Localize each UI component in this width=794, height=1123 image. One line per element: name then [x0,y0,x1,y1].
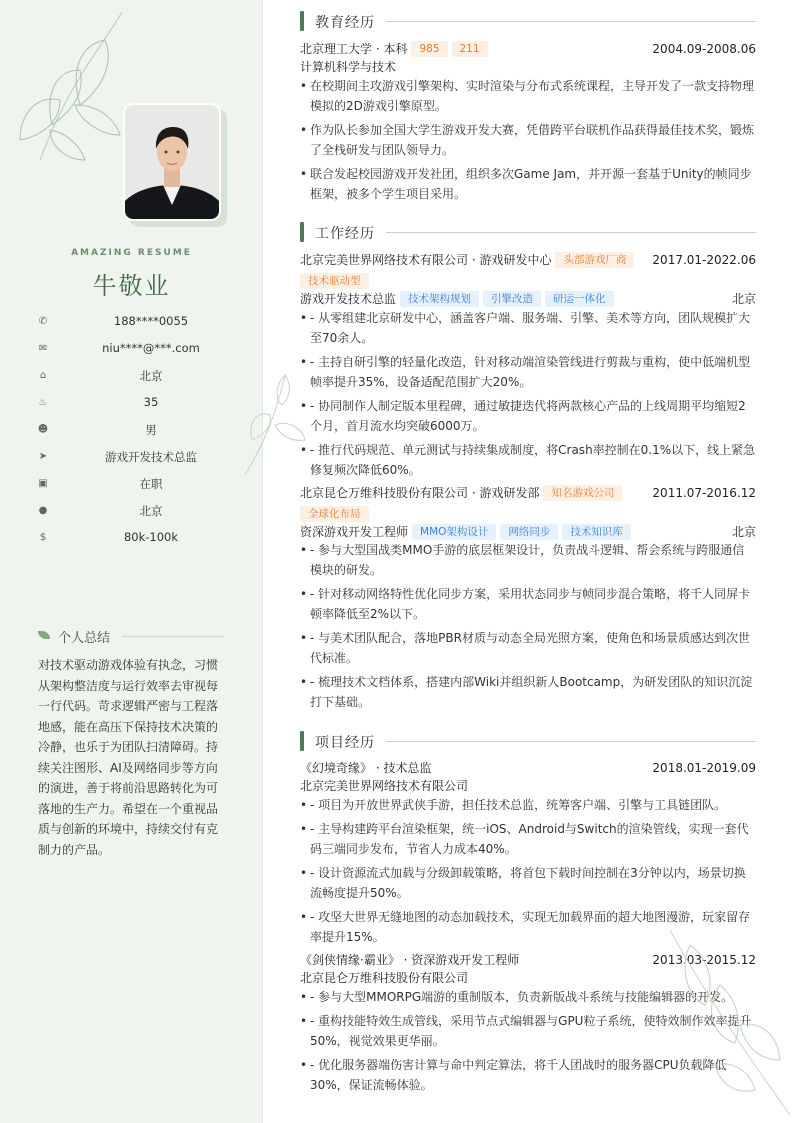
bullet-item [300,396,756,436]
work-section-heading [300,222,756,242]
section-title: 教育经历 [315,15,375,31]
company-name: 北京昆仑万维科技股份有限公司 · 游戏研发部 [300,486,540,500]
bullet-dot: • [300,1014,308,1028]
education-section-heading [300,11,756,31]
section-title: 工作经历 [315,226,375,242]
bullet-dot: • [300,167,308,181]
leaf-branch-decoration [10,10,140,170]
bullet-text: - 针对移动网络特性优化同步方案，采用状态同步与帧同步混合策略，将千人同屏卡顿率降低至2%以下。 [310,587,751,621]
info-text: 北京 [139,369,163,383]
bullet-dot: • [300,443,308,457]
school-name: 北京理工大学 · 本科 [300,42,408,56]
bullet-item [300,795,756,819]
bullet-text: - 优化服务器端伤害计算与命中判定算法，将千人团战时的服务器CPU负载降低30%，保证流畅体验。 [310,1058,727,1092]
job-role-row [300,523,756,541]
tag: 研运一体化 [545,291,614,307]
company-tag: 知名游戏公司 [543,485,622,501]
info-text: 男 [145,423,157,437]
bullet-dot: • [300,798,308,812]
avatar [123,103,221,221]
bullet-text: - 主导构建跨平台渲染框架，统一iOS、Android与Switch的渲染管线，实现一套代码三端同步发布，节省人力成本40%。 [310,822,749,856]
tag: 引擎改造 [483,291,541,307]
bullet-text: - 设计资源流式加载与分级卸载策略，将首包下载时间控制在3分钟以内，场景切换流畅度提升50%。 [310,866,746,900]
project-name: 《剑侠情缘·霸业》 · 资深游戏开发工程师 [300,953,520,967]
resume-tagline: AMAZING RESUME [71,248,192,258]
education-major [300,58,756,76]
bullet-dot: • [300,543,308,557]
bullet-dot: • [300,866,308,880]
send-icon: ➤ [38,451,48,462]
bullet-text: - 攻坚大世界无缝地图的动态加载技术，实现无加载界面的超大地图漫游，玩家留存率提升15%。 [310,910,751,944]
info-item [36,395,246,413]
section-marker [300,11,304,31]
project-company-row [300,777,756,795]
bullet-text: - 推行代码规范、单元测试与持续集成制度，将Crash率控制在0.1%以下，线上紧急修复频次降低60%。 [310,443,756,477]
bullet-item [300,308,756,348]
bullet-text: - 梳理技术文档体系，搭建内部Wiki并组织新人Bootcamp，为研发团队的知识沉淀打下基础。 [310,675,753,709]
bullet-text: - 参与大型MMORPG端游的重制版本，负责新版战斗系统与技能编辑器的开发。 [310,990,734,1004]
bullet-text: - 主持自研引擎的轻量化改造，针对移动端渲染管线进行剪裁与重构，使中低端机型帧率提升35%，设备适配范围扩大20%。 [310,355,751,389]
tag: 技术架构规划 [400,291,479,307]
info-item [36,503,246,521]
bullet-item [300,628,756,668]
bullet-dot: • [300,822,308,836]
candidate-name: 牛敬业 [92,272,171,300]
tag: 网络同步 [500,524,558,540]
divider [386,232,756,233]
section-marker [300,222,304,242]
divider [386,21,756,22]
bullet-dot: • [300,311,308,325]
info-item [36,530,246,548]
divider [386,741,756,742]
info-text: 游戏开发技术总监 [105,450,197,464]
section-title: 项目经历 [315,735,375,751]
divider [122,636,224,637]
mail-icon: ✉ [38,343,48,354]
bullet-item [300,819,756,863]
info-text: 在职 [139,477,163,491]
bullet-item [300,540,756,580]
bullet-text: 联合发起校园游戏开发社团，组织多次Game Jam，并开源一套基于Unity的帧同步框架，被多个学生项目采用。 [310,167,752,201]
tag: MMO架构设计 [412,524,496,540]
bullet-item [300,440,756,480]
leaf-icon [38,631,50,639]
tag: 985 [411,41,447,57]
info-text: 北京 [139,504,163,518]
money-icon: $ [39,532,47,543]
location-icon: ● [38,505,48,516]
bullet-dot: • [300,587,308,601]
info-item [36,341,246,359]
bullet-dot: • [300,675,308,689]
face-icon: ☻ [37,424,49,435]
job-city: 北京 [731,525,756,539]
summary-heading [38,627,224,645]
bullet-text: - 重构技能特效生成管线，采用节点式编辑器与GPU粒子系统，使特效制作效率提升50%，视觉效果更华丽。 [310,1014,752,1048]
bullet-item [300,672,756,712]
info-item [36,476,246,494]
project-header [300,759,756,777]
job-header [300,484,756,502]
job-date: 2017.01-2022.06 [652,253,756,267]
project-date: 2018.01-2019.09 [652,761,756,775]
sidebar [0,0,263,1123]
info-text: 80k-100k [123,530,179,544]
company-name: 北京完美世界网络技术有限公司 · 游戏研发中心 [300,253,552,267]
bullet-text: - 参与大型国战类MMO手游的底层框架设计，负责战斗逻辑、帮会系统与跨服通信模块的研发。 [310,543,745,577]
major: 计算机科学与技术 [300,60,397,74]
info-item [36,314,246,332]
bullet-dot: • [300,1058,308,1072]
tag: 211 [452,41,488,57]
info-text: niu****@***.com [102,341,200,355]
tag: 技术知识库 [562,524,631,540]
briefcase-icon: ▣ [38,478,48,489]
project-name: 《幻境奇缘》 · 技术总监 [300,761,432,775]
cake-icon: ♨ [38,397,48,408]
home-icon: ⌂ [39,370,47,381]
projects-section-heading [300,731,756,751]
info-item [36,449,246,467]
portrait-image [125,105,219,219]
info-item [36,368,246,386]
summary-text: 对技术驱动游戏体验有执念，习惯从架构整洁度与运行效率去审视每一行代码。苛求逻辑严密与工程落地感，能在高压下保持技术决策的冷静，也乐于为团队扫清障碍。持续关注图形、AI及网络同步等方向的演进，善于将前沿思路转化为可落地的生产力。希望在一个重视品质与创新的环境中，持续交付有克制力的产品。 [38,658,219,857]
company-tag: 全球化布局 [300,506,369,522]
info-item [36,422,246,440]
bullet-dot: • [300,631,308,645]
bullet-item [300,76,756,116]
education-header [300,40,756,58]
bullet-item [300,120,756,160]
bullet-dot: • [300,355,308,369]
bullet-text: 作为队长参加全国大学生游戏开发大赛，凭借跨平台联机作品获得最佳技术奖，锻炼了全栈研发与团队领导力。 [310,123,755,157]
project-company: 北京昆仑万维科技股份有限公司 [300,971,469,985]
bullet-item [300,584,756,624]
bullet-item [300,863,756,907]
bullet-dot: • [300,123,308,137]
bullet-text: - 协同制作人制定版本里程碑，通过敏捷迭代将两款核心产品的上线周期平均缩短2个月，首月流水均突破6000万。 [310,399,746,433]
bullet-dot: • [300,990,308,1004]
job-tag-row [300,272,756,290]
phone-icon: ✆ [38,316,48,327]
bullet-dot: • [300,79,308,93]
job-role: 游戏开发技术总监 [300,292,397,306]
education-date: 2004.09-2008.06 [652,42,756,56]
info-text: 188****0055 [113,314,189,328]
bullet-item [300,352,756,392]
bullet-item [300,164,756,204]
summary-title: 个人总结 [58,631,111,646]
project-company: 北京完美世界网络技术有限公司 [300,779,469,793]
info-text: 35 [143,395,159,409]
bullet-dot: • [300,399,308,413]
bullet-text: 在校期间主攻游戏引擎架构、实时渲染与分布式系统课程，主导开发了一款支持物理模拟的2D游戏引擎原型。 [310,79,755,113]
bullet-text: - 从零组建北京研发中心，涵盖客户端、服务端、引擎、美术等方向，团队规模扩大至70余人。 [310,311,751,345]
job-role: 资深游戏开发工程师 [300,525,409,539]
bullet-text: - 项目为开放世界武侠手游，担任技术总监，统筹客户端、引擎与工具链团队。 [310,798,727,812]
job-header [300,251,756,269]
job-date: 2011.07-2016.12 [652,486,756,500]
company-tag: 技术驱动型 [300,273,369,289]
job-city: 北京 [731,292,756,306]
bullet-text: - 与美术团队配合，落地PBR材质与动态全局光照方案，使角色和场景质感达到次世代标准。 [310,631,750,665]
leaf-corner-decoration [660,925,794,1123]
section-marker [300,731,304,751]
bullet-dot: • [300,910,308,924]
project-date: 2013.03-2015.12 [652,953,756,967]
company-tag: 头部游戏厂商 [555,252,634,268]
job-tag-row [300,505,756,523]
job-role-row [300,290,756,308]
